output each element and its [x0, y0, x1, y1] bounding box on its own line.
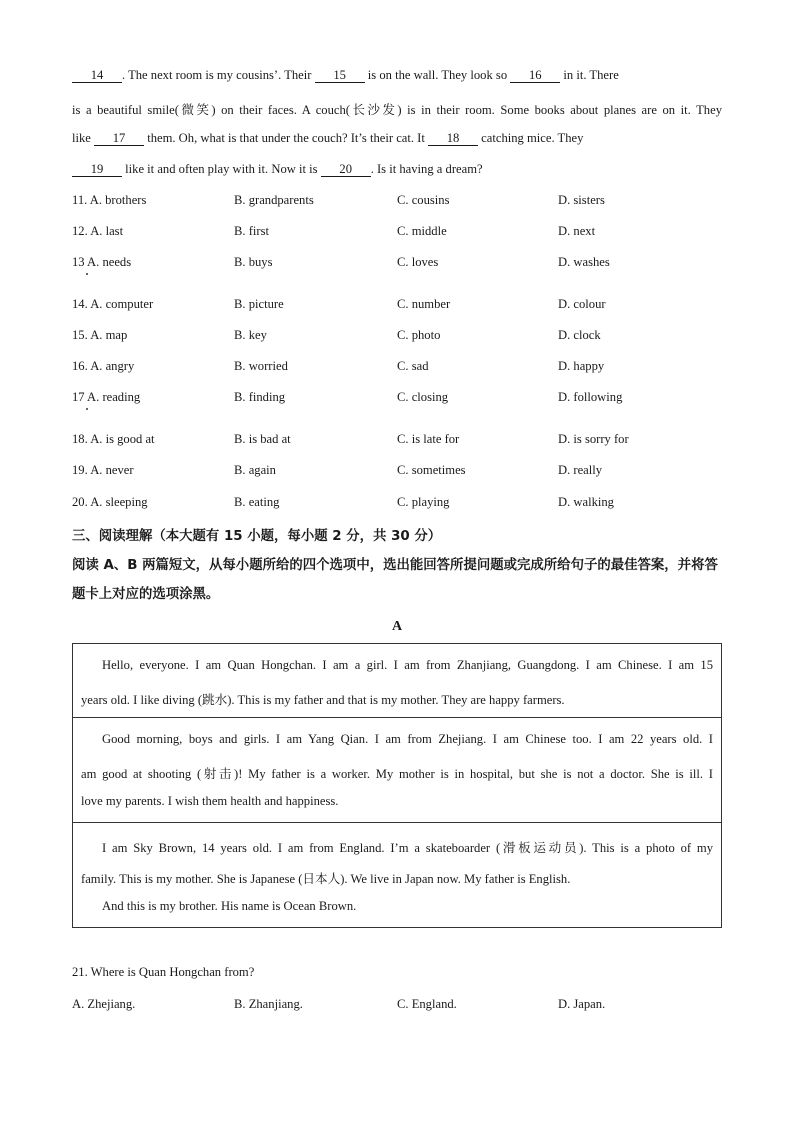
option-d: D. is sorry for [558, 432, 629, 446]
section-instruction: 阅读 A、B 两篇短文，从每小题所给的四个选项中，选出能回答所提问题或完成所给句子的最佳答案，并将答题卡上对应的选项涂黑。 [72, 558, 718, 602]
cloze-text: in it. There [560, 68, 619, 82]
option-c: C. England. [397, 997, 457, 1011]
option-a: 12. A. last [72, 224, 124, 238]
options-row-12 [72, 224, 722, 242]
option-a: 14. A. computer [72, 297, 154, 311]
options-row-18 [72, 432, 722, 450]
blank-19: 19 [72, 163, 122, 177]
blank-14: 14 [72, 69, 122, 83]
option-b: B. grandparents [234, 193, 314, 207]
option-a: 20. A. sleeping [72, 495, 148, 509]
option-d: D. really [558, 463, 603, 477]
cloze-text: catching mice. They [478, 131, 584, 145]
option-a: 11. A. brothers [72, 193, 147, 207]
option-c: C. playing [397, 495, 450, 509]
option-c: C. cousins [397, 193, 450, 207]
passage-cell-quan [73, 644, 721, 718]
blank-20: 20 [321, 163, 371, 177]
option-d: D. following [558, 390, 623, 404]
cloze-line-2: is a beautiful smile(微笑) on their faces. A couch(长沙发) is in their room. Some books about planes are on it. They [72, 103, 722, 117]
options-row-20 [72, 495, 722, 513]
option-a: 18. A. is good at [72, 432, 155, 446]
options-row-14 [72, 297, 722, 315]
option-b: B. key [234, 328, 267, 342]
cloze-text: . Is it having a dream? [370, 162, 483, 176]
stray-dot [86, 408, 88, 410]
cloze-text: like it and often play with it. Now it is [122, 162, 321, 176]
option-c: C. sad [397, 359, 429, 373]
option-d: D. happy [558, 359, 605, 373]
options-row-15 [72, 328, 722, 346]
option-b: B. again [234, 463, 276, 477]
blank-15: 15 [315, 69, 365, 83]
question-21: 21. Where is Quan Hongchan from? [72, 965, 255, 979]
blank-18: 18 [428, 132, 478, 146]
option-a: 16. A. angry [72, 359, 135, 373]
option-d: D. walking [558, 495, 614, 509]
cloze-text: like [72, 131, 95, 145]
options-row-11 [72, 193, 722, 211]
options-row-16 [72, 359, 722, 377]
option-c: C. is late for [397, 432, 460, 446]
option-b: B. finding [234, 390, 286, 404]
options-row-17 [72, 390, 722, 408]
passage-cell-yang [73, 718, 721, 823]
option-c: C. sometimes [397, 463, 466, 477]
passage-line: I am Sky Brown, 14 years old. I am from England. I’m a skateboarder (滑板运动员). This is a photo of my [102, 841, 713, 855]
options-row-13 [72, 255, 722, 273]
cloze-line-1 [72, 68, 722, 83]
option-b: B. Zhanjiang. [234, 997, 303, 1011]
passage-line: Hello, everyone. I am Quan Hongchan. I am a girl. I am from Zhanjiang, Guangdong. I am Chinese. I am 15 [102, 658, 713, 672]
option-a: 19. A. never [72, 463, 134, 477]
passage-label: A [391, 619, 403, 634]
option-b: B. eating [234, 495, 280, 509]
passage-line: And this is my brother. His name is Ocean Brown. [102, 899, 357, 913]
option-d: D. washes [558, 255, 610, 269]
passage-table [72, 643, 722, 928]
option-a: 15. A. map [72, 328, 128, 342]
option-a: 13 A. needs [72, 255, 132, 269]
option-b: B. first [234, 224, 269, 238]
option-a: A. Zhejiang. [72, 997, 136, 1011]
passage-line: Good morning, boys and girls. I am Yang Qian. I am from Zhejiang. I am Chinese too. I am 22 years old. I [102, 732, 713, 746]
option-b: B. picture [234, 297, 284, 311]
option-c: C. loves [397, 255, 439, 269]
cloze-text: is on the wall. They look so [364, 68, 511, 82]
option-b: B. is bad at [234, 432, 291, 446]
options-row-19 [72, 463, 722, 481]
cloze-text: them. Oh, what is that under the couch? It’s their cat. It [144, 131, 429, 145]
section-title: 三、阅读理解（本大题有 15 小题，每小题 2 分，共 30 分） [72, 529, 442, 544]
cloze-text: . The next room is my cousins’. Their [122, 68, 315, 82]
cloze-line-4 [72, 162, 722, 177]
passage-line: family. This is my mother. She is Japanese (日本人). We live in Japan now. My father is English. [81, 872, 571, 886]
option-d: D. sisters [558, 193, 605, 207]
option-b: B. buys [234, 255, 273, 269]
passage-line: am good at shooting (射击)! My father is a worker. My mother is in hospital, but she is not a doctor. She is ill. I [81, 767, 713, 781]
passage-cell-sky [73, 823, 721, 927]
cloze-line-3 [72, 131, 722, 146]
option-a: 17 A. reading [72, 390, 141, 404]
option-c: C. closing [397, 390, 449, 404]
option-c: C. middle [397, 224, 447, 238]
passage-line: years old. I like diving (跳水). This is my father and that is my mother. They are happy farmers. [81, 693, 565, 707]
option-c: C. photo [397, 328, 441, 342]
blank-17: 17 [94, 132, 144, 146]
stray-dot [86, 273, 88, 275]
passage-line: love my parents. I wish them health and happiness. [81, 794, 339, 808]
option-d: D. next [558, 224, 596, 238]
option-b: B. worried [234, 359, 288, 373]
options-row-21 [72, 997, 722, 1015]
option-c: C. number [397, 297, 451, 311]
option-d: D. colour [558, 297, 606, 311]
option-d: D. Japan. [558, 997, 606, 1011]
blank-16: 16 [510, 69, 560, 83]
option-d: D. clock [558, 328, 601, 342]
